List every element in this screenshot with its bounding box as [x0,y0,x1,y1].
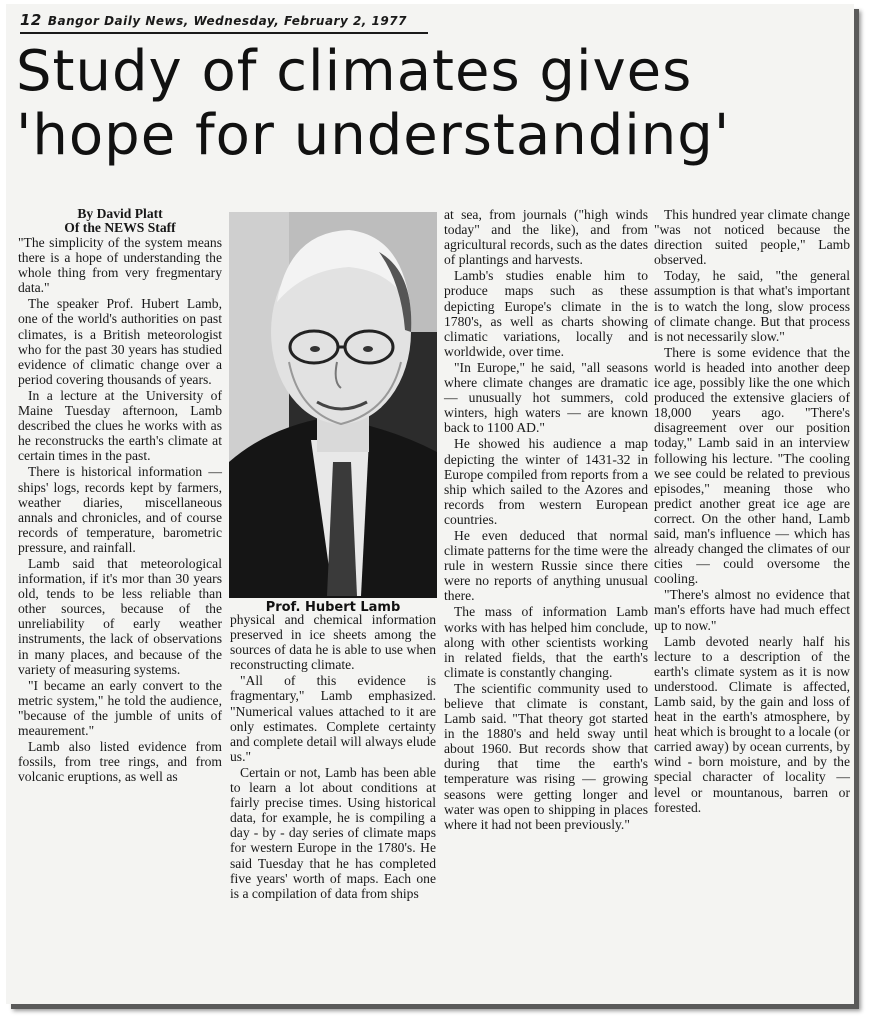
paragraph: He even deduced that normal climate patterns for the time were the rule in western Russie since there were no reports of anything unusual there. [444,527,648,604]
paragraph: "In Europe," he said, "all seasons where climate changes are dramatic — unusually hot summers, cold winters, high waters — are known back to 1100 AD." [444,359,648,436]
paragraph: The speaker Prof. Hubert Lamb, one of the world's authorities on past climates, is a British meteorologist who for the past 30 years has studied evidence of climatic change over a period covering thousands of years. [18,296,222,387]
folio-text: Bangor Daily News, Wednesday, February 2, 1977 [47,14,407,28]
paragraph: There is historical information — ships' logs, records kept by farmers, weather diaries, miscellaneous annals and chronicles, and of course records of temperature, barometric pressure, and rainfall. [18,464,222,555]
paragraph: "All of this evidence is fragmentary," Lamb emphasized. "Numerical values attached to it are only estimates. Complete certainty and complete detail will always elude us." [230,673,436,764]
paragraph: Lamb's studies enable him to produce maps such as these depicting Europe's climate in the 1780's, as well as charts showing climatic variations, locally and worldwide, over time. [444,268,648,359]
page-number: 12 [20,11,42,29]
paragraph: "There's almost no evidence that man's efforts have had much effect up to now." [654,587,850,633]
headline [16,40,846,168]
article-column-3 [444,207,648,833]
byline-author: By David Platt [77,206,163,221]
paragraph: The mass of information Lamb works with has helped him conclude, along with other scientists working in related fields, that the earth's climate is constantly changing. [444,604,648,680]
paragraph: This hundred year climate change "was not noticed because the direction suited people," Lamb observed. [654,207,850,268]
article-column-2 [230,612,436,902]
paragraph: at sea, from journals ("high winds today" and the like), and from agricultural records, such as the dates of plantings and harvests. [444,207,648,268]
newspaper-clipping [6,4,854,1004]
paragraph: Lamb said that meteorological information, if it's mor than 30 years old, tends to be less reliable than other sources, because of the unreliability of early weather instruments, the lack of observations in many places, and because of the variety of measuring systems. [18,555,222,677]
paragraph: "I became an early convert to the metric system," he told the audience, "because of the jumble of units of meaurement." [18,677,222,738]
paragraph: The scientific community used to believe that climate is constant, Lamb said. "That theory got started in the 1880's and held sway until about 1960. But records show that during that time the earth's temperature was rising — growing seasons were getting longer and water was open to shipping in places where it had not been previously." [444,680,648,832]
paragraph: Certain or not, Lamb has been able to learn a lot about conditions at fairly precise times. Using historical data, for example, he is compiling a day - by - day series of climate maps for western Europe in the 1780's. He said Tuesday that he has completed five years' worth of maps. Each one is a compilation of data from ships [230,764,436,901]
folio-rule [20,32,428,34]
paragraph: Lamb devoted nearly half his lecture to a description of the earth's climate system as it is now understood. Climate is affected, Lamb said, by the gain and loss of heat in the earth's atmosphere, by heat which is brought to a locale (or carried away) by ocean currents, by wind - born moisture, and by the special character of locality — level or mountanous, barren or forested. [654,633,850,815]
paragraph: He showed his audience a map depicting the winter of 1431-32 in Europe compiled from reports from a ship which sailed to the Azores and records from western European countries. [444,436,648,527]
headline-line-2: 'hope for understanding' [16,103,731,168]
paragraph: "The simplicity of the system means there is a hope of understanding the whole thing from very fregmentary data." [18,235,222,296]
headline-line-1: Study of climates gives [16,39,693,104]
folio-line [20,11,407,29]
paragraph: Today, he said, "the general assumption is that what's important is to watch the long, slow process of climate change. But that process is not necessarily slow." [654,268,850,344]
paragraph: physical and chemical information preserved in ice sheets among the sources of data he is able to use when reconstructing climate. [230,612,436,673]
photo-caption: Prof. Hubert Lamb [265,600,401,615]
paragraph: Lamb also listed evidence from fossils, from tree rings, and from volcanic eruptions, as well as [18,739,222,785]
paragraph: There is some evidence that the world is headed into another deep ice age, possibly like the one which produced the extensive glaciers of 18,000 years ago. "There's disagreement over our position today," Lamb said in an interview following his lecture. "The cooling we see could be related to previous episodes," meaning those who predict another great ice age are correct. On the other hand, Lamb said, man's influence — which has already changed the climates of our cities — could oversome the cooling. [654,344,850,587]
article-column-1 [18,207,222,785]
byline-staff: Of the NEWS Staff [64,220,176,235]
portrait-photo [229,212,437,598]
portrait-illustration [229,212,437,598]
paragraph: In a lecture at the University of Maine Tuesday afternoon, Lamb described the clues he works with as he reconstrucks the earth's climate at certain times in the past. [18,387,222,464]
article-column-4 [654,207,850,816]
